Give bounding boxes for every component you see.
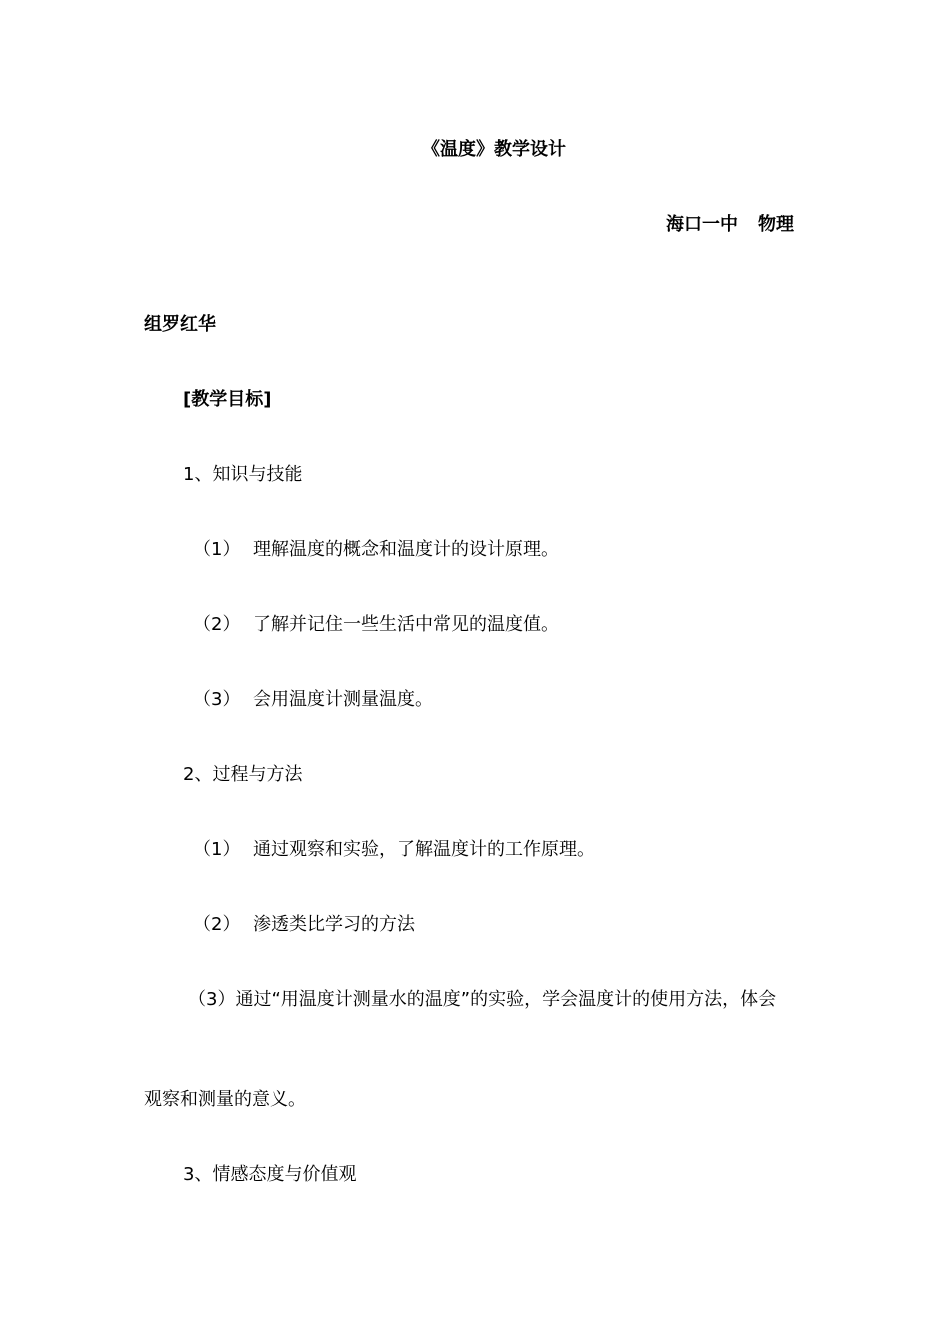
section-label: 2、过程与方法 bbox=[183, 764, 303, 785]
school-name: 海口一中 bbox=[666, 214, 738, 235]
list-item-text: 了解并记住一些生活中常见的温度值。 bbox=[253, 614, 559, 635]
subject-name: 物理 bbox=[758, 214, 794, 235]
list-item-number: （1） bbox=[193, 539, 241, 560]
list-item bbox=[193, 538, 559, 562]
author-name: 组罗红华 bbox=[144, 314, 216, 335]
list-item-text: 渗透类比学习的方法 bbox=[253, 914, 415, 935]
list-item-text: 通过观察和实验，了解温度计的工作原理。 bbox=[253, 839, 595, 860]
section-label: 1、知识与技能 bbox=[183, 464, 303, 485]
list-item bbox=[193, 838, 595, 862]
document-title: 《温度》教学设计 bbox=[422, 139, 566, 160]
list-item-wrapped-line: （3）通过“用温度计测量水的温度”的实验，学会温度计的使用方法，体会 bbox=[188, 989, 777, 1010]
list-item-number: （1） bbox=[193, 839, 241, 860]
list-item-text: 会用温度计测量温度。 bbox=[253, 689, 433, 710]
list-item-number: （3） bbox=[193, 689, 241, 710]
author-line bbox=[666, 213, 794, 237]
list-item-number: （2） bbox=[193, 614, 241, 635]
list-item bbox=[193, 613, 559, 637]
list-item-number: （2） bbox=[193, 914, 241, 935]
list-item-text: 理解温度的概念和温度计的设计原理。 bbox=[253, 539, 559, 560]
list-item bbox=[193, 913, 415, 937]
list-item-continuation: 观察和测量的意义。 bbox=[144, 1089, 306, 1110]
section-label: 3、情感态度与价值观 bbox=[183, 1164, 357, 1185]
list-item bbox=[193, 688, 433, 712]
section-heading-objectives: [教学目标] bbox=[183, 389, 272, 410]
